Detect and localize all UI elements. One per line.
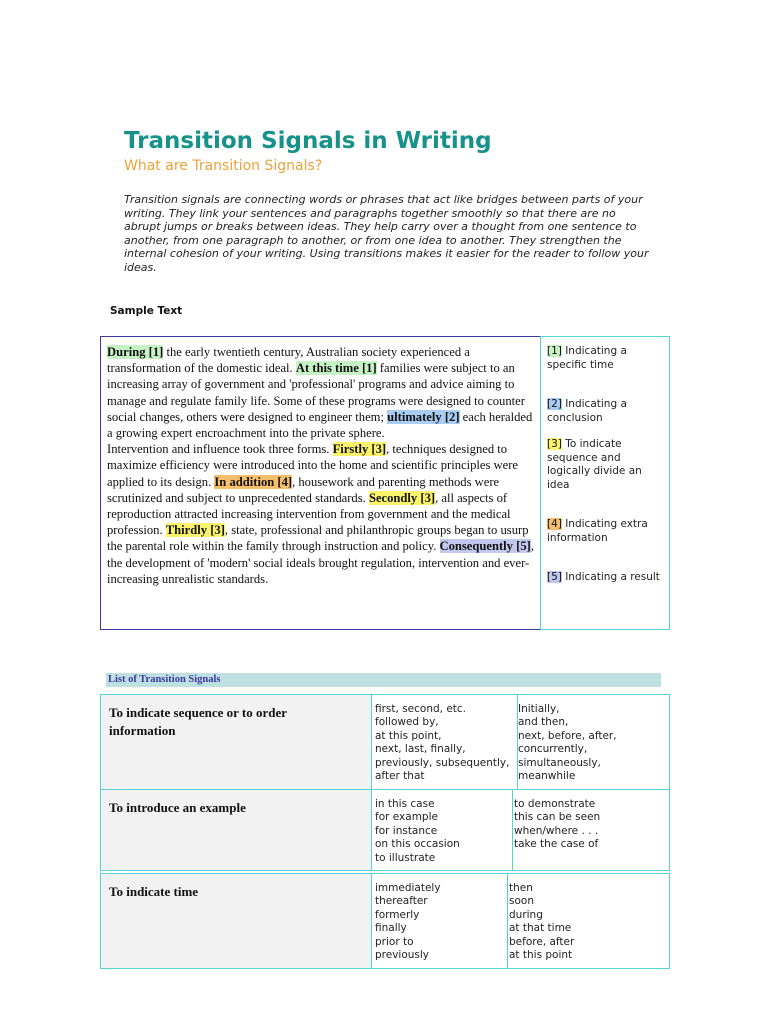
signal-column-1 [375, 798, 460, 865]
note-tag: [1] [547, 345, 562, 357]
note-1 [547, 345, 665, 372]
signal-highlight: Firstly [3] [332, 442, 387, 457]
signal-item: take the case of [514, 838, 599, 851]
column-divider [507, 874, 508, 968]
signal-item: for instance [375, 824, 438, 837]
sample-fragment: Intervention and influence took three forms. [107, 442, 333, 457]
page-subtitle: What are Transition Signals? [124, 158, 323, 174]
table-row [100, 873, 670, 969]
signal-item: in this case [375, 798, 435, 810]
note-tag: [5] [547, 571, 562, 583]
sample-text-label: Sample Text [110, 305, 183, 317]
signal-item: thereafter [375, 895, 428, 908]
sample-fragment: , housework and parenting methods were scrutinized and subject to unprecedented standards. [107, 474, 500, 505]
signal-item: next, before, after, [518, 729, 617, 742]
column-divider [371, 695, 372, 789]
signal-item: at this point [509, 949, 573, 962]
column-divider [512, 790, 513, 870]
signal-column-2 [509, 882, 574, 962]
signal-item: after that [375, 770, 425, 783]
column-divider [371, 790, 372, 870]
signal-item: first, second, etc. [375, 703, 467, 715]
signal-item: formerly [375, 908, 420, 921]
table-row [100, 694, 670, 790]
signal-item: immediately [375, 882, 441, 894]
signal-item: to illustrate [375, 851, 436, 864]
note-tag: [2] [547, 398, 562, 410]
sample-fragment: , techniques designed to maximize efficiency were introduced into the home and scientific principles were applied to its design. [107, 442, 519, 489]
signal-highlight: Thirdly [3] [165, 523, 225, 538]
signal-highlight: Secondly [3] [368, 490, 436, 505]
signal-highlight: In addition [4] [214, 474, 293, 489]
row-label-cell [101, 790, 371, 870]
note-text: Indicating a specific time [547, 345, 627, 371]
note-3 [547, 438, 665, 492]
note-4 [547, 518, 665, 545]
sample-text [107, 344, 539, 587]
sample-fragment: each heralded a growing expert encroachment into the private sphere. [107, 409, 533, 441]
signal-item: simultaneously, [518, 756, 601, 769]
signal-item: next, last, finally, [375, 743, 466, 756]
note-text: Indicating extra information [547, 518, 648, 544]
sample-fragment: the early twentieth century, Australian society experienced a transformation of the domestic ideal. [107, 345, 470, 376]
signal-item: at that time [509, 922, 572, 935]
row-label: To indicate sequence or to order information [109, 705, 287, 738]
signal-item: finally [375, 922, 407, 935]
row-label: To introduce an example [109, 800, 246, 815]
note-5 [547, 571, 665, 585]
sample-fragment: , the development of 'modern' social ideals brought regulation, intervention and ever-increasing unrealistic standards. [107, 539, 534, 586]
signal-item: then [509, 882, 533, 894]
row-label: To indicate time [109, 884, 199, 899]
sample-fragment: , all aspects of reproduction attracted increasing intervention from government and the medical profession. [107, 490, 511, 538]
note-text: To indicate sequence and logically divide an idea [547, 438, 642, 491]
signal-item: previously [375, 949, 430, 962]
signal-item: soon [509, 895, 534, 908]
signal-item: on this occasion [375, 838, 460, 851]
row-label-cell [101, 874, 371, 968]
signal-highlight: Consequently [5] [439, 539, 531, 554]
sample-fragment: , state, professional and philanthropic groups began to usurp the parental role within the family through instruction and policy. [107, 523, 529, 554]
sample-fragment: families were subject to an increasing array of government and 'professional' programs and advice aiming to manage and regulate family life. Some of these programs were designed to counter social changes, others were designed to engineer them; [107, 361, 525, 424]
signal-item: and then, [518, 716, 569, 729]
signal-highlight: ultimately [2] [387, 409, 460, 424]
signal-item: before, after [509, 935, 575, 948]
signal-column-1 [375, 882, 441, 962]
signal-item: for example [375, 811, 438, 824]
note-2 [547, 398, 665, 425]
note-text: Indicating a result [561, 571, 660, 583]
signal-column-2 [518, 703, 617, 783]
column-divider [371, 874, 372, 968]
signal-item: at this point, [375, 729, 442, 742]
signal-item: when/where . . . [514, 824, 599, 837]
table-row [100, 789, 670, 871]
signal-item: concurrently, [518, 743, 588, 756]
list-title: List of Transition Signals [108, 674, 221, 685]
signal-column-2 [514, 798, 600, 852]
row-label-cell [101, 695, 371, 789]
signal-item: during [509, 908, 543, 921]
sample-paragraph-1 [107, 344, 539, 441]
signal-highlight: At this time [1] [295, 361, 377, 376]
signal-item: to demonstrate [514, 798, 596, 810]
signal-item: meanwhile [518, 770, 576, 783]
signal-item: followed by, [375, 716, 439, 729]
sample-paragraph-2 [107, 441, 539, 587]
list-title-bar [106, 673, 661, 687]
signal-item: Initially, [518, 703, 560, 715]
note-tag: [3] [547, 438, 562, 450]
intro-paragraph: Transition signals are connecting words or phrases that act like bridges between parts of your writing. They link your sentences and paragraphs together smoothly so that there are no abrupt jumps or breaks between ideas. They help carry over a thought from one sentence to another, from one paragraph to another, or from one idea to another. They strengthen the internal cohesion of your writing. Using transitions makes it easier for the reader to follow your ideas. [124, 193, 649, 274]
signal-highlight: During [1] [107, 345, 164, 359]
signal-item: previously, subsequently, [375, 756, 510, 769]
signal-item: this can be seen [514, 811, 601, 824]
signal-column-1 [375, 703, 509, 783]
page-title: Transition Signals in Writing [124, 128, 492, 154]
note-tag: [4] [547, 518, 562, 530]
note-text: Indicating a conclusion [547, 398, 627, 424]
signal-item: prior to [375, 935, 414, 948]
